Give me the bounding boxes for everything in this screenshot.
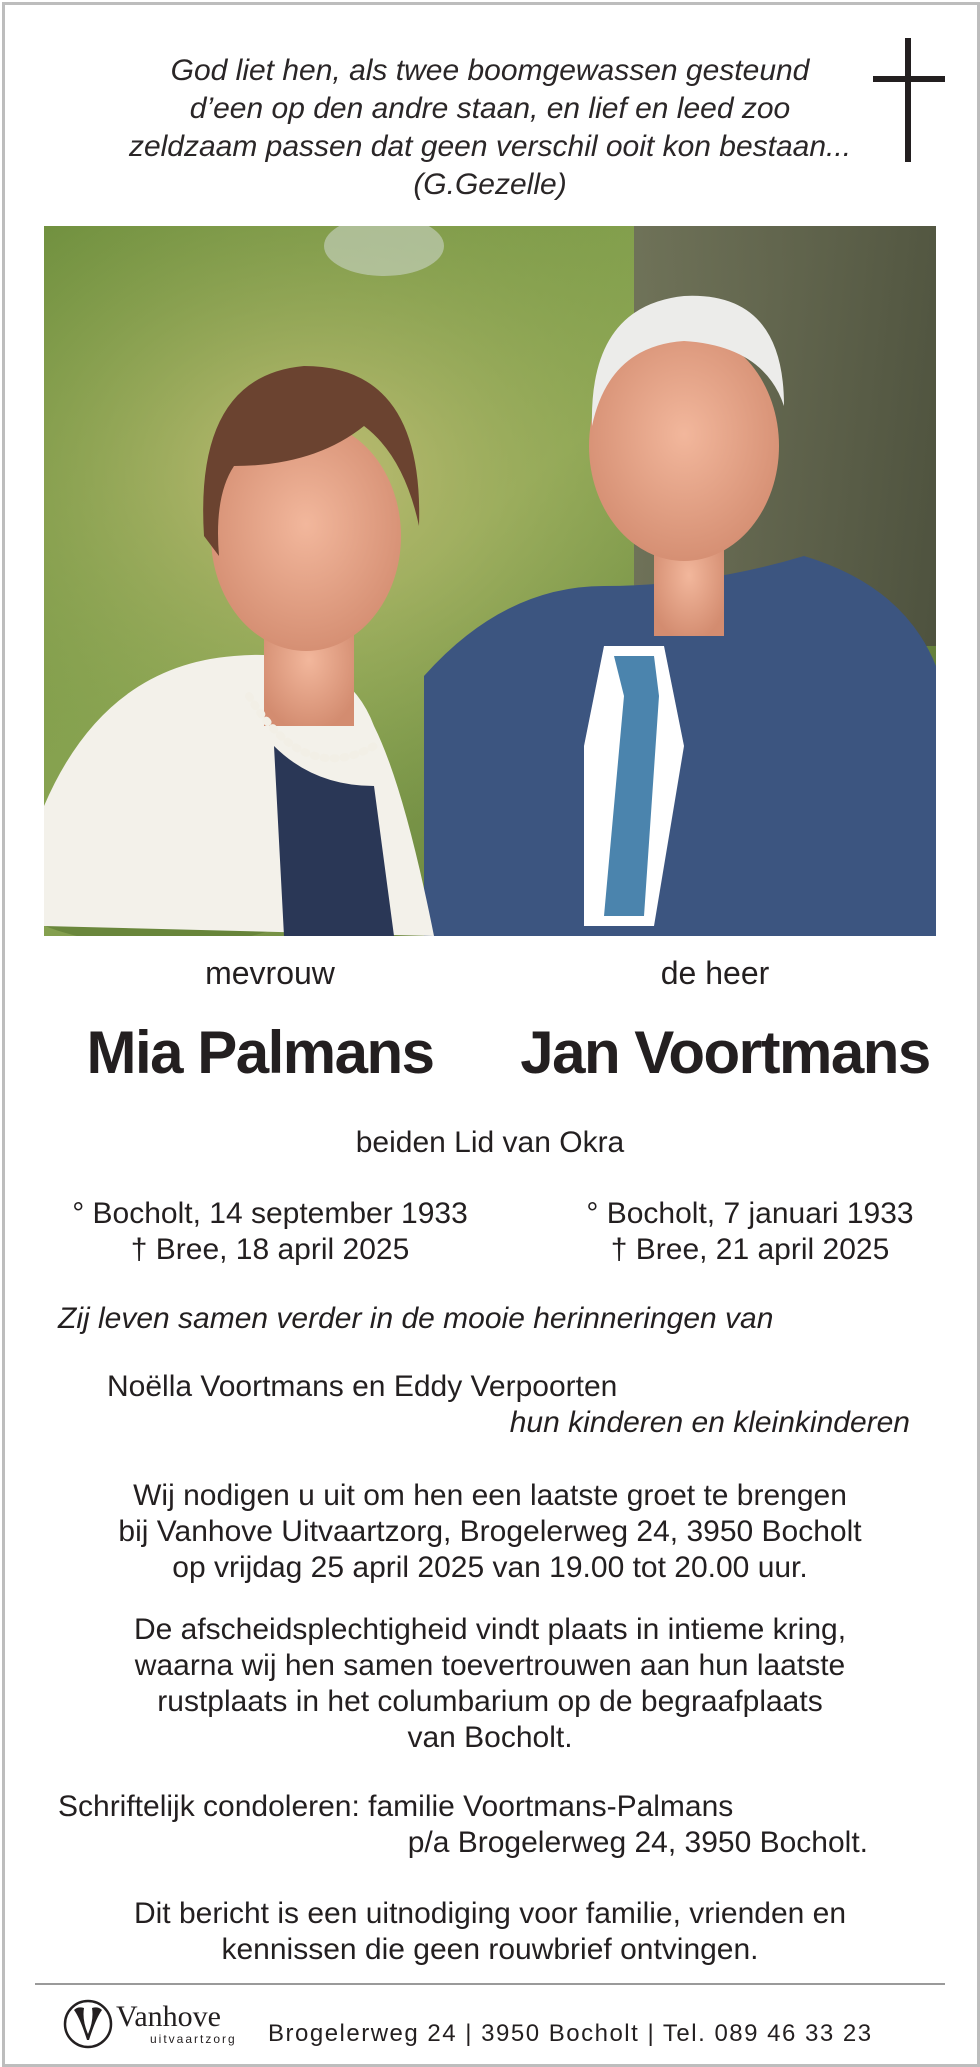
- right-name: Jan Voortmans: [520, 1019, 930, 1086]
- left-died: † Bree, 18 april 2025: [130, 1233, 410, 1266]
- ceremony-line-4: van Bocholt.: [407, 1721, 573, 1754]
- right-dates: [540, 1196, 960, 1268]
- children-names: Noëlla Voortmans en Eddy Verpoorten: [107, 1370, 618, 1403]
- ceremony-line-1: De afscheidsplechtigheid vindt plaats in intieme kring,: [133, 1613, 847, 1646]
- ceremony-line-2: waarna wij hen samen toevertrouwen aan hun laatste: [134, 1649, 846, 1682]
- logo-name: Vanhove: [116, 2000, 221, 2033]
- ceremony-line-3: rustplaats in het columbarium op de begraafplaats: [157, 1685, 823, 1718]
- left-born: ° Bocholt, 14 september 1933: [72, 1197, 468, 1230]
- poem: [80, 52, 900, 204]
- right-died: † Bree, 21 april 2025: [610, 1233, 890, 1266]
- notice-line-2: kennissen die geen rouwbrief ontvingen.: [221, 1933, 759, 1966]
- left-dates: [40, 1196, 500, 1268]
- left-name: Mia Palmans: [86, 1019, 434, 1086]
- notice-line-1: Dit bericht is een uitnodiging voor familie, vrienden en: [133, 1897, 847, 1930]
- condolence-line-1: Schriftelijk condoleren: familie Voortmans-Palmans: [58, 1790, 734, 1823]
- right-born: ° Bocholt, 7 januari 1933: [586, 1197, 914, 1230]
- right-title: de heer: [660, 955, 770, 991]
- poem-author: (G.Gezelle): [413, 168, 567, 201]
- footer-divider: [35, 1983, 945, 1985]
- couple-photo: [44, 226, 936, 936]
- vanhove-logo: [62, 1996, 242, 2052]
- invitation-line-1: Wij nodigen u uit om hen een laatste groet te brengen: [133, 1479, 847, 1512]
- cross-icon: [870, 38, 950, 162]
- children-role: hun kinderen en kleinkinderen: [509, 1406, 910, 1439]
- invitation-paragraph: [40, 1478, 940, 1586]
- invitation-line-3: op vrijdag 25 april 2025 van 19.00 tot 20.00 uur.: [172, 1551, 808, 1584]
- footer-contact: Brogelerweg 24 | 3950 Bocholt | Tel. 089 46 33 23: [268, 2020, 873, 2047]
- v-logo-icon: [62, 1998, 114, 2050]
- poem-line-2: d’een op den andre staan, en lief en leed zoo: [189, 92, 791, 125]
- logo-subtitle: uitvaartzorg: [150, 2032, 237, 2046]
- left-title: mevrouw: [205, 955, 335, 991]
- condolence-line-2: p/a Brogelerweg 24, 3950 Bocholt.: [407, 1826, 868, 1859]
- poem-line-1: God liet hen, als twee boomgewassen gesteund: [170, 54, 810, 87]
- ceremony-paragraph: [40, 1612, 940, 1756]
- notice-paragraph: [40, 1896, 940, 1968]
- poem-line-3: zeldzaam passen dat geen verschil ooit kon bestaan...: [128, 130, 852, 163]
- together-text: Zij leven samen verder in de mooie herinneringen van: [58, 1302, 774, 1335]
- okra-membership: beiden Lid van Okra: [355, 1126, 625, 1159]
- invitation-line-2: bij Vanhove Uitvaartzorg, Brogelerweg 24, 3950 Bocholt: [118, 1515, 862, 1548]
